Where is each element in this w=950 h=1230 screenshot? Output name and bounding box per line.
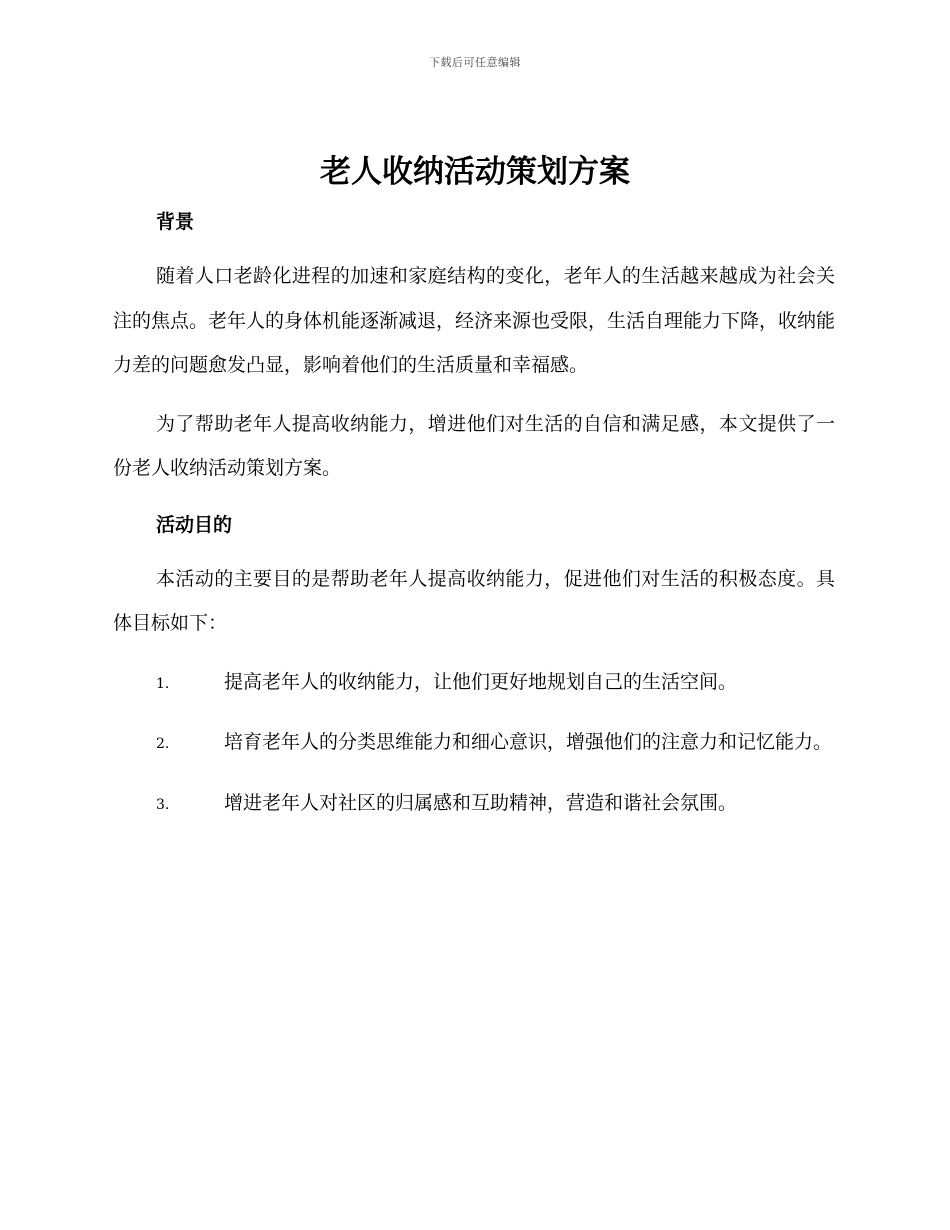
- goal-list-item: [113, 720, 835, 767]
- background-paragraph-2: 为了帮助老年人提高收纳能力，增进他们对生活的自信和满足感，本文提供了一份老人收纳活动策划方案。: [113, 412, 835, 479]
- spacer: [113, 646, 835, 660]
- background-paragraph-1: 随着人口老龄化进程的加速和家庭结构的变化，老年人的生活越来越成为社会关注的焦点。老年人的身体机能逐渐减退，经济来源也受限，生活自理能力下降，收纳能力差的问题愈发凸显，影响着他们的生活质量和幸福感。: [113, 265, 836, 376]
- goal-list-item: [113, 660, 835, 707]
- goal-number: 3.: [156, 796, 170, 813]
- goal-text: 增进老年人对社区的归属感和互助精神，营造和谐社会氛围。: [224, 791, 738, 814]
- spacer: [113, 491, 835, 507]
- section-heading-purpose: 活动目的: [156, 513, 233, 536]
- purpose-intro-paragraph: 本活动的主要目的是帮助老年人提高收纳能力，促进他们对生活的积极态度。具体目标如下：: [113, 567, 835, 634]
- goal-number: 1.: [156, 675, 170, 692]
- spacer: [113, 388, 835, 402]
- goal-text: 提高老年人的收纳能力，让他们更好地规划自己的生活空间。: [224, 670, 738, 693]
- goal-text: 培育老年人的分类思维能力和细心意识，增强他们的注意力和记忆能力。: [224, 731, 833, 753]
- goal-list-item: [113, 781, 835, 828]
- spacer: [113, 240, 835, 254]
- spacer: [113, 767, 835, 781]
- section-heading-background: 背景: [156, 211, 195, 233]
- document-body: [113, 204, 835, 827]
- goal-number: 2.: [156, 736, 170, 752]
- header-note: 下载后可任意编辑: [429, 56, 521, 69]
- document-title: 老人收纳活动策划方案: [320, 154, 630, 190]
- spacer: [113, 706, 835, 720]
- spacer: [113, 543, 835, 557]
